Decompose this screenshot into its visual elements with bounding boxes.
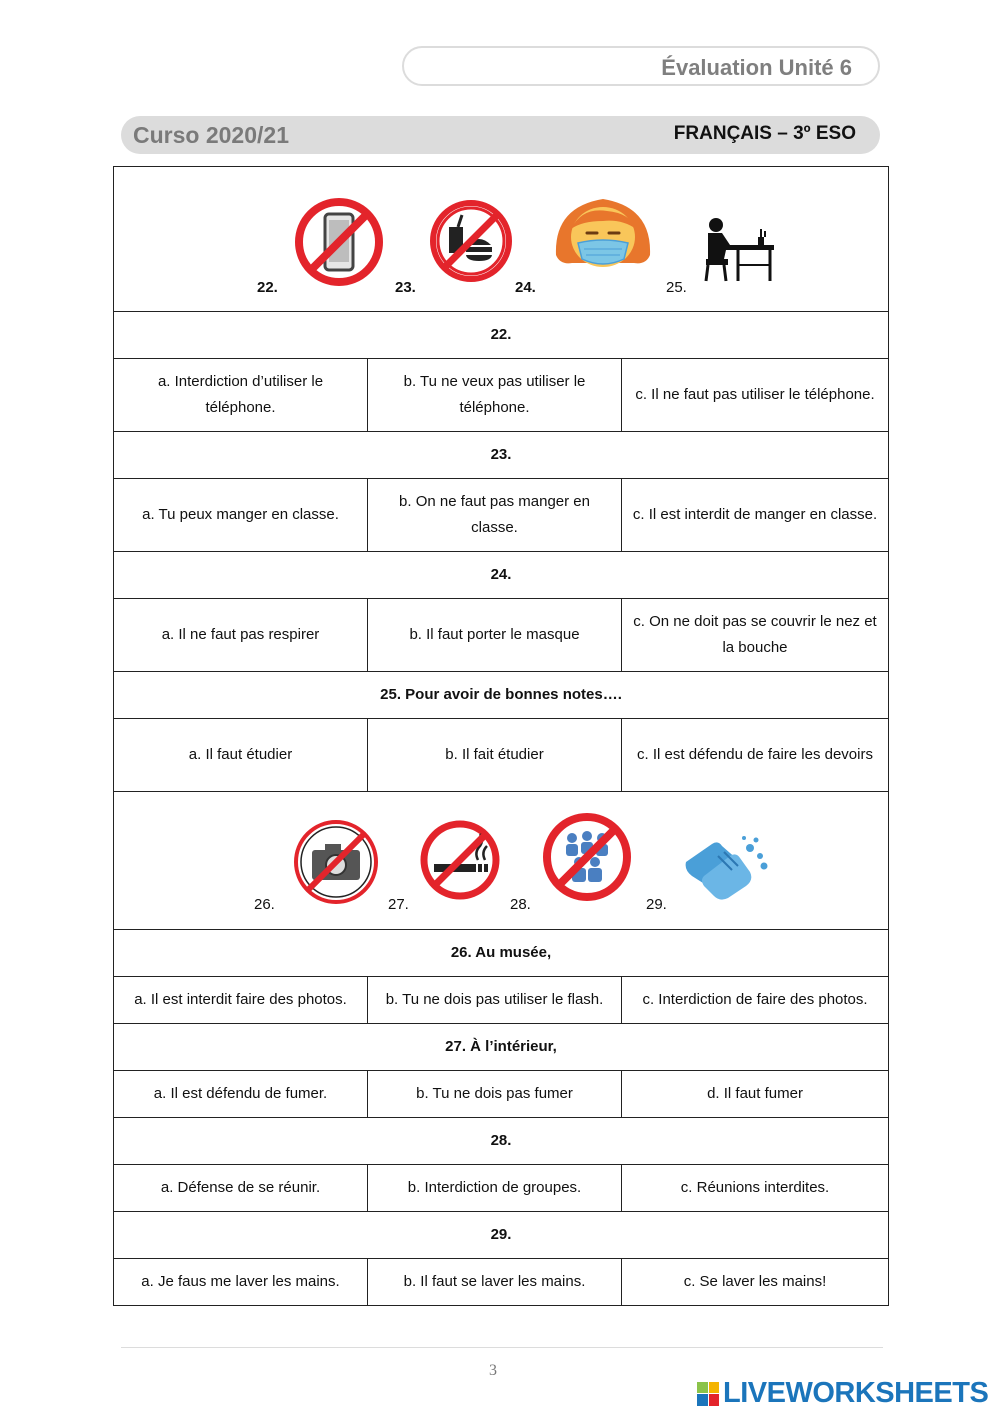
question-28-row	[114, 1118, 889, 1165]
question-22-prompt: 22.	[114, 312, 889, 359]
brand-logo-icon	[697, 1382, 719, 1406]
answer-25-a[interactable]: a. Il faut étudier	[114, 719, 368, 792]
quiz-table	[113, 166, 889, 1306]
question-22-row	[114, 312, 889, 359]
answer-28-a[interactable]: a. Défense de se réunir.	[114, 1165, 368, 1212]
answer-23-a[interactable]: a. Tu peux manger en classe.	[114, 479, 368, 552]
question-23-answers	[114, 479, 889, 552]
no-camera-icon	[292, 818, 380, 906]
page-number: 3	[489, 1362, 497, 1379]
image-number-29: 29.	[646, 896, 667, 913]
answer-26-b[interactable]: b. Tu ne dois pas utiliser le flash.	[368, 977, 622, 1024]
course-bar	[121, 116, 880, 154]
question-28-prompt: 28.	[114, 1118, 889, 1165]
question-23-row	[114, 432, 889, 479]
brand-name: LIVEWORKSHEETS	[723, 1377, 989, 1409]
answer-28-c[interactable]: c. Réunions interdites.	[622, 1165, 889, 1212]
answer-25-c[interactable]: c. Il est défendu de faire les devoirs	[622, 719, 889, 792]
no-smoking-icon	[420, 820, 500, 900]
question-27-answers	[114, 1071, 889, 1118]
footer-divider	[121, 1347, 883, 1348]
answer-29-c[interactable]: c. Se laver les mains!	[622, 1259, 889, 1306]
answer-27-a[interactable]: a. Il est défendu de fumer.	[114, 1071, 368, 1118]
mask-face-icon	[552, 193, 654, 273]
question-25-answers	[114, 719, 889, 792]
answer-26-a[interactable]: a. Il est interdit faire des photos.	[114, 977, 368, 1024]
hand-washing-icon	[682, 826, 772, 906]
answer-22-c[interactable]: c. Il ne faut pas utiliser le téléphone.	[622, 359, 889, 432]
question-24-prompt: 24.	[114, 552, 889, 599]
question-27-prompt: 27. À l’intérieur,	[114, 1024, 889, 1071]
answer-24-b[interactable]: b. Il faut porter le masque	[368, 599, 622, 672]
no-food-icon	[429, 199, 513, 283]
answer-22-a[interactable]: a. Interdiction d’utiliser le téléphone.	[114, 359, 368, 432]
answer-27-b[interactable]: b. Tu ne dois pas fumer	[368, 1071, 622, 1118]
question-26-row	[114, 930, 889, 977]
title-box	[402, 46, 880, 86]
answer-29-a[interactable]: a. Je faus me laver les mains.	[114, 1259, 368, 1306]
image-number-27: 27.	[388, 896, 409, 913]
answer-26-c[interactable]: c. Interdiction de faire des photos.	[622, 977, 889, 1024]
image-number-23: 23.	[395, 279, 416, 296]
answer-24-c[interactable]: c. On ne doit pas se couvrir le nez et la bouche	[622, 599, 889, 672]
image-number-28: 28.	[510, 896, 531, 913]
question-25-row	[114, 672, 889, 719]
question-26-prompt: 26. Au musée,	[114, 930, 889, 977]
image-number-22: 22.	[257, 279, 278, 296]
answer-25-b[interactable]: b. Il fait étudier	[368, 719, 622, 792]
question-29-prompt: 29.	[114, 1212, 889, 1259]
question-22-answers	[114, 359, 889, 432]
answer-28-b[interactable]: b. Interdiction de groupes.	[368, 1165, 622, 1212]
answer-29-b[interactable]: b. Il faut se laver les mains.	[368, 1259, 622, 1306]
question-29-row	[114, 1212, 889, 1259]
page-title: Évaluation Unité 6	[661, 55, 852, 80]
image-number-26: 26.	[254, 896, 275, 913]
question-23-prompt: 23.	[114, 432, 889, 479]
question-24-answers	[114, 599, 889, 672]
question-25-prompt: 25. Pour avoir de bonnes notes….	[114, 672, 889, 719]
question-27-row	[114, 1024, 889, 1071]
answer-24-a[interactable]: a. Il ne faut pas respirer	[114, 599, 368, 672]
images-row-bottom	[114, 792, 889, 930]
subject-label: FRANÇAIS – 3º ESO	[673, 123, 856, 144]
no-phone-icon	[294, 197, 384, 287]
brand-watermark	[697, 1377, 988, 1410]
answer-27-c[interactable]: d. Il faut fumer	[622, 1071, 889, 1118]
image-number-25: 25.	[666, 279, 687, 296]
answer-23-b[interactable]: b. On ne faut pas manger en classe.	[368, 479, 622, 552]
no-groups-icon	[542, 812, 632, 902]
answer-23-c[interactable]: c. Il est interdit de manger en classe.	[622, 479, 889, 552]
question-28-answers	[114, 1165, 889, 1212]
course-year: Curso 2020/21	[133, 122, 289, 148]
student-studying-icon	[698, 215, 776, 283]
images-row-top	[114, 167, 889, 312]
answer-22-b[interactable]: b. Tu ne veux pas utiliser le téléphone.	[368, 359, 622, 432]
image-number-24: 24.	[515, 279, 536, 296]
question-29-answers	[114, 1259, 889, 1306]
question-26-answers	[114, 977, 889, 1024]
question-24-row	[114, 552, 889, 599]
